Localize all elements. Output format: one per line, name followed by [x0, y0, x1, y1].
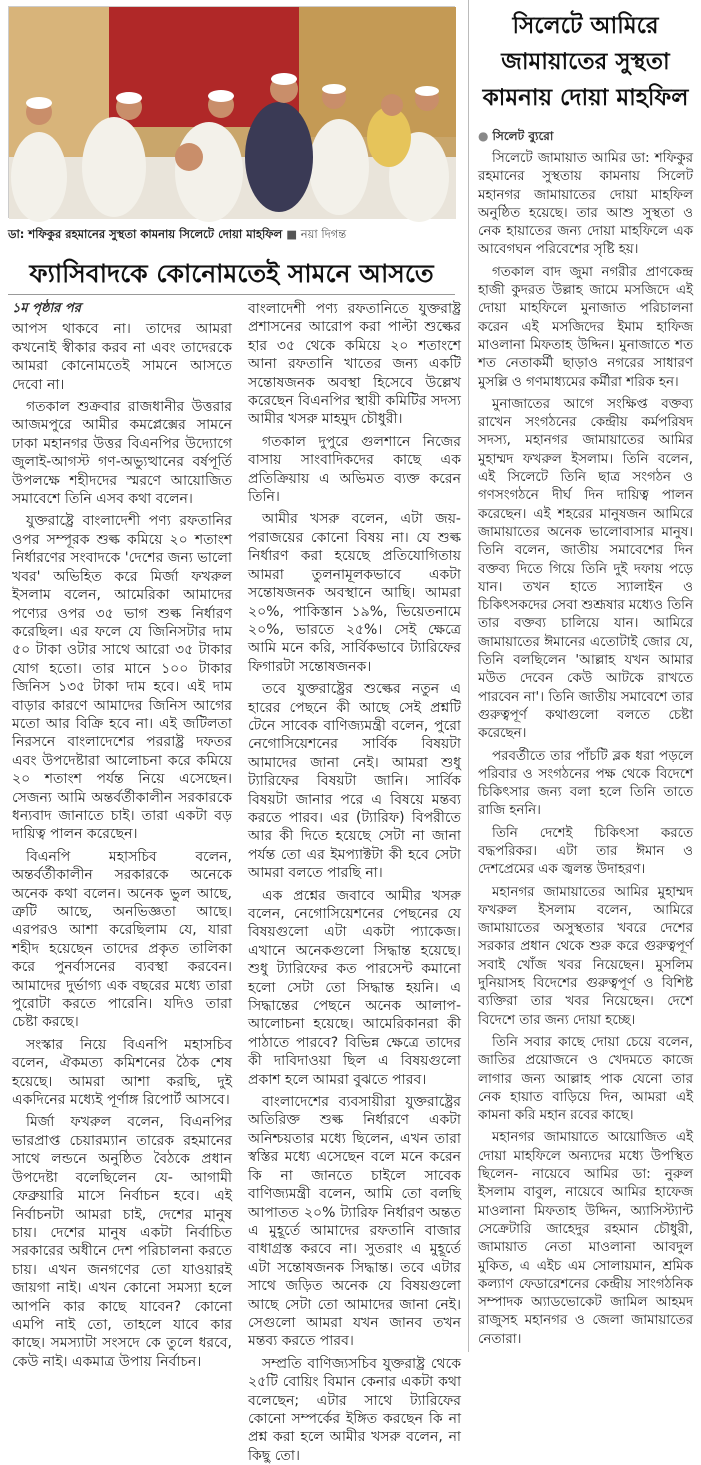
continuation-kicker: ১ম পৃষ্ঠার পর — [12, 301, 81, 316]
paragraph: মহানগর জামায়াতের আমির মুহাম্মদ ফখরুল ইসলাম বলেন, আমিরে জামায়াতের অসুস্থতার খবরে দেশের সরকার প্রধান থেকে শুরু করে গুরুত্বপূর্ণ সবাই খোঁজ খবর নিয়েছেন। মুসলিম দুনিয়াসহ বিদেশের গুরুত্বপূর্ণ ও বিশিষ্ট ব্যক্তিরা তার খবর নিয়েছেন। দেশে বিদেশে তার জন্য দোয়া হচ্ছে। — [478, 884, 693, 1028]
paragraph: মির্জা ফখরুল বলেন, বিএনপির ভারপ্রাপ্ত চেয়ারম্যান তারেক রহমানের সাথে লন্ডনে অনুষ্ঠিত বৈঠকে প্রধান উপদেষ্টা বলেছিলেন যে- আগামী ফেব্রুয়ারি মাসে নির্বাচন হবে। এই নির্বাচনটা আমরা চাই, দেশের মানুষ চায়। দেশের মানুষ একটা নির্বাচিত সরকারের অধীনে দেশ পরিচালনা করতে চায়। এখন জনগণের তো যাওয়ারই জায়গা নাই। এখন কোনো সমস্যা হলে আপনি কার কাছে যাবেন? কোনো এমপি নাই তো, তাহলে যাবে কার কাছে। সমস্যাটা সংসদে কে তুলে ধরবে, কেউ নাই। একমাত্র উপায় নির্বাচন। — [12, 1114, 232, 1370]
paragraph: তবে যুক্তরাষ্ট্রের শুল্কের নতুন এ হারের পেছনে কী আছে সেই প্রশ্নটি টেনে সাবেক বাণিজ্যমন্ত্রী বলেন, পুরো নেগোসিয়েশনের সার্বিক বিষয়টা আমাদের জানা নেই। আমরা শুধু ট্যারিফের বিষয়টা জানি। সার্বিক বিষয়টা জানার পরে এ বিষয়ে মন্তব্য করতে পারব। এর (ট্যারিফ) বিপরীতে আর কী দিতে হয়েছে সেটা না জানা পর্যন্ত তো এর ইমপ্যাক্টটা কী হবে সেটা আমরা বলতে পারছি না। — [248, 681, 461, 882]
paragraph: গতকাল শুক্রবার রাজধানীর উত্তরার আজমপুরে আমীর কমপ্লেক্সের সামনে ঢাকা মহানগর উত্তর বিএনপির উদ্যোগে জুলাই-আগস্ট গণ-অভ্যুত্থানের বর্ষপূর্তি উপলক্ষে শহীদদের স্মরণে আয়োজিত সমাবেশে তিনি এসব কথা বলেন। — [12, 399, 232, 508]
paragraph: সম্প্রতি বাণিজ্যসচিব যুক্তরাষ্ট্র থেকে ২৫টি বোয়িং বিমান কেনার একটা কথা বলেছেন; এটার সাথে ট্যারিফের কোনো সম্পর্কের ইঙ্গিত করছেন কি না প্রশ্ন করা হলে আমীর খসরু বলেন, না কিছু তো। — [248, 1355, 461, 1464]
paragraph: বাংলাদেশের ব্যবসায়ীরা যুক্তরাষ্ট্রের অতিরিক্ত শুল্ক নির্ধারণে একটা অনিশ্চয়তার মধ্যে ছিলেন, এখন তারা স্বস্তির মধ্যে এসেছেন বলে মনে করেন কি না জানতে চাইলে সাবেক বাণিজ্যমন্ত্রী বলেন, আমি তো বলছি আপাতত ২০% ট্যারিফ নির্ধারণ অন্তত এ মুহূর্তে আমাদের রফতানি বাজার বাধাগ্রস্ত করবে না। সুতরাং এ মুহূর্তে এটা সন্তোষজনক সিদ্ধান্ত। তবে এটার সাথে জড়িত অনেক যে বিষয়গুলো আছে সেটা তো আমাদের জানা নেই। সেগুলো আমরা যখন জানব তখন মন্তব্য করতে পারব। — [248, 1094, 461, 1350]
paragraph: সংস্কার নিয়ে বিএনপি মহাসচিব বলেন, ঐকমত্য কমিশনের ঠৈক শেষ হয়েছে। আমরা আশা করছি, দুই একদিনের মধ্যেই পূর্ণাঙ্গ রিপোর্ট আসবে। — [12, 1036, 232, 1109]
caption-source: ■ নয়া দিগন্ত — [286, 227, 347, 241]
paragraph: মহানগর জামায়াতে আয়োজিত এই দোয়া মাহফিলে অন্যদের মধ্যে উপস্থিত ছিলেন- নায়েবে আমির ডা: নুরুল ইসলাম বাবুল, নায়েবে আমির হাফেজ মাওলানা মিফতাহ উদ্দিন, অ্যাসিস্ট্যান্ট সেক্রেটারি জাহেদুর রহমান চৌধুরী, জামায়াত নেতা মাওলানা আবদুল মুকিত, এ এইচ এম সোলায়মান, শ্রমিক কল্যাণ ফেডারেশনের কেন্দ্রীয় সাংগঠনিক সম্পাদক অ্যাডভোকেট জামিল আহমদ রাজুসহ মহানগর ও জেলা জামায়াতের নেতারা। — [478, 1130, 693, 1347]
bullet-icon: ● — [478, 129, 489, 143]
side-headline: সিলেটে আমিরে জামায়াতের সুস্থতা কামনায় দোয়া মাহফিল — [482, 13, 689, 111]
side-article-column — [478, 150, 693, 1350]
paragraph: বাংলাদেশী পণ্য রফতানিতে যুক্তরাষ্ট্র প্রশাসনের আরোপ করা পাল্টা শুল্কের হার ৩৫ থেকে কমিয়ে ২০ শতাংশে আনা রফতানি খাতের জন্য একটি সন্তোষজনক অবস্থা হিসেবে উল্লেখ করেছেন বিএনপির স্থায়ী কমিটির সদস্য আমীর খসরু মাহমুদ চৌধুরী। — [248, 301, 461, 428]
byline — [478, 128, 693, 148]
main-headline: ফ্যাসিবাদকে কোনোমতেই সামনে আসতে — [29, 259, 434, 288]
paragraph: গতকাল বাদ জুমা নগরীর প্রাণকেন্দ্র হাজী কুদরত উল্লাহ জামে মসজিদে এই দোয়া মাহফিলে মুনাজাত পরিচালনা করেন এই মসজিদের ইমাম হাফিজ মাওলানা মিফতাহ উদ্দিন। মুনাজাতে শত শত নেতাকর্মী ছাড়াও নগরের সাধারণ মুসল্লি ও গণমাধ্যমের কর্মীরা শরিক হন। — [478, 264, 693, 390]
photo-caption — [8, 226, 455, 245]
byline-text: সিলেট ব্যুরো — [492, 129, 554, 143]
paragraph: বিএনপি মহাসচিব বলেন, অন্তর্বর্তীকালীন সরকারকে অনেকে অনেক কথা বলেন। অনেক ভুল আছে, ত্রুটি আছে, অনভিজ্ঞতা আছে। এরপরও আশা করেছিলাম যে, যারা শহীদ হয়েছেন তাদের প্রকৃত তালিকা করে পুনর্বাসনের ব্যবস্থা করবেন। আমাদের দুর্ভাগ্য এক বছরের মধ্যে তারা পুরোটা করতে পারেনি। যদিও তারা চেষ্টা করছে। — [12, 848, 232, 1031]
paragraph: মুনাজাতের আগে সংক্ষিপ্ত বক্তব্য রাখেন সংগঠনের কেন্দ্রীয় কর্মপরিষদ সদস্য, মহানগর জামায়াতের আমির মুহাম্মদ ফখরুল ইসলাম। তিনি বলেন, এই সিলেটে তিনি ছাত্র সংগঠন ও গণসংগঠনে দীর্ঘ দিন দায়িত্ব পালন করেছেন। এই শহরের মানুষজন আমিরে জামায়াতের অনেক ভালোবাসার মানুষ। তিনি বলেন, জাতীয় সমাবেশের দিন বক্তব্য দিতে গিয়ে তিনি দুই দফায় পড়ে যান। তখন হাতে স্যালাইন ও চিকিৎসকদের সেবা শুশ্রূষার মধ্যেও তিনি তার বক্তব্য চালিয়ে যান। আমিরে জামায়াতের ঈমানের এতোটাই জোর যে, তিনি বলছিলেন 'আল্লাহ যখন আমার মউত দেবেন কেউ আটকে রাখতে পারবেন না'। তিনি জাতীয় সমাবেশে তার গুরুত্বপূর্ণ কথাগুলো বলতে চেষ্টা করেছেন। — [478, 396, 693, 742]
prayer-gathering-photo — [9, 7, 456, 219]
paragraph: পরবর্তীতে তার পাঁচটি ব্লক ধরা পড়লে পরিবার ও সংগঠনের পক্ষ থেকে বিদেশে চিকিৎসার জন্য বলা হলে তিনি তাতে রাজি হননি। — [478, 748, 693, 819]
paragraph: তিনি দেশেই চিকিৎসা করতে বদ্ধপরিকর। এটা তার ঈমান ও দেশপ্রেমের এক জ্বলন্ত উদাহরণ। — [478, 825, 693, 878]
paragraph: আমীর খসরু বলেন, এটা জয়-পরাজয়ের কোনো বিষয় না। যে শুল্ক নির্ধারণ করা হয়েছে প্রতিযোগিতায় আমরা তুলনামূলকভাবে একটা সন্তোষজনক অবস্থানে আছি। আমরা ২০%, পাকিস্তান ১৯%, ভিয়েতনামে ২০%, ভারতে ২৫%। সেই ক্ষেত্রে আমি মনে করি, সার্বিকভাবে ট্যারিফের ফিগারটা সন্তোষজনক। — [248, 511, 461, 675]
paragraph: এক প্রশ্নের জবাবে আমীর খসরু বলেন, নেগোসিয়েশনের পেছনের যে বিষয়গুলো এটা একটা প্যাকেজ। এখানে অনেকগুলো সিদ্ধান্ত হয়েছে। শুধু ট্যারিফের কত পারসেন্ট কমানো হলো সেটা তো সিদ্ধান্ত হয়নি। এ সিদ্ধান্তের পেছনে অনেক আলাপ-আলোচনা হয়েছে। আমেরিকানরা কী পাঠাতে পারবে? বিভিন্ন ক্ষেত্রে তাদের কী দাবিদাওয়া ছিল এ বিষয়গুলো প্রকাশ হলে আমরা বুঝতে পারব। — [248, 887, 461, 1088]
paragraph: সিলেটে জামায়াত আমির ডা: শফিকুর রহমানের সুস্থতায় কামনায় সিলেট মহানগর জামায়াতের দোয়া মাহফিল অনুষ্ঠিত হয়েছে। তার আশু সুস্থতা ও নেক হায়াতের জন্য দোয়া মাহফিলে এক আবেগঘন পরিবেশের সৃষ্টি হয়। — [478, 151, 693, 258]
article-column-2 — [248, 300, 461, 1464]
news-photo — [8, 6, 455, 218]
paragraph: আপস থাকবে না। তাদের আমরা কখনোই স্বীকার করব না এবং তাদেরকে আমরা কোনোমতেই সামনে আসতে দেবো না। — [12, 321, 232, 393]
paragraph: যুক্তরাষ্ট্রে বাংলাদেশী পণ্য রফতানির ওপর সম্পূরক শুল্ক কমিয়ে ২০ শতাংশ নির্ধারণের সংবাদকে 'দেশের জন্য ভালো খবর' অভিহিত করে মির্জা ফখরুল ইসলাম বলেন, আমেরিকা আমাদের পণ্যের ওপর ৩৫ ভাগ শুল্ক নির্ধারণ করেছিল। এর ফলে যে জিনিসটার দাম ৫০ টাকা ওটার সাথে আরো ৩৫ টাকার যোগ হতো। তার মানে ১০০ টাকার জিনিস ১৩৫ টাকা দাম হবে। এই দাম বাড়ার কারণে আমাদের জিনিস আগের মতো আর বিক্রি হবে না। এই জটিলতা নিরসনে বাংলাদেশের পররাষ্ট্র দফতর এবং উপদেষ্টারা আলোচনা করে কমিয়ে ২০ শতাংশ পর্যন্ত নিয়ে এসেছেন। সেজন্য আমি অন্তর্বর্তীকালীন সরকারকে ধন্যবাদ জানাতে চাই। তারা একটা বড় দায়িত্ব পালন করেছেন। — [12, 513, 232, 843]
headline-rule — [8, 294, 455, 295]
paragraph: তিনি সবার কাছে দোয়া চেয়ে বলেন, জাতির প্রয়োজনে ও খেদমতে কাজে লাগার জন্য আল্লাহ পাক যেনো তার নেক হায়াত বাড়িয়ে দিন, আমরা এই কামনা করি মহান রবের কাছে। — [478, 1034, 693, 1124]
paragraph: গতকাল দুপুরে গুলশানে নিজের বাসায় সাংবাদিকদের কাছে এক প্রতিক্রিয়ায় এ অভিমত ব্যক্ত করেন তিনি। — [248, 433, 461, 506]
column-divider — [468, 0, 469, 1352]
article-column-1 — [12, 300, 232, 1370]
caption-text: ডা: শফিকুর রহমানের সুস্থতা কামনায় সিলেটে দোয়া মাহফিল — [8, 227, 283, 241]
